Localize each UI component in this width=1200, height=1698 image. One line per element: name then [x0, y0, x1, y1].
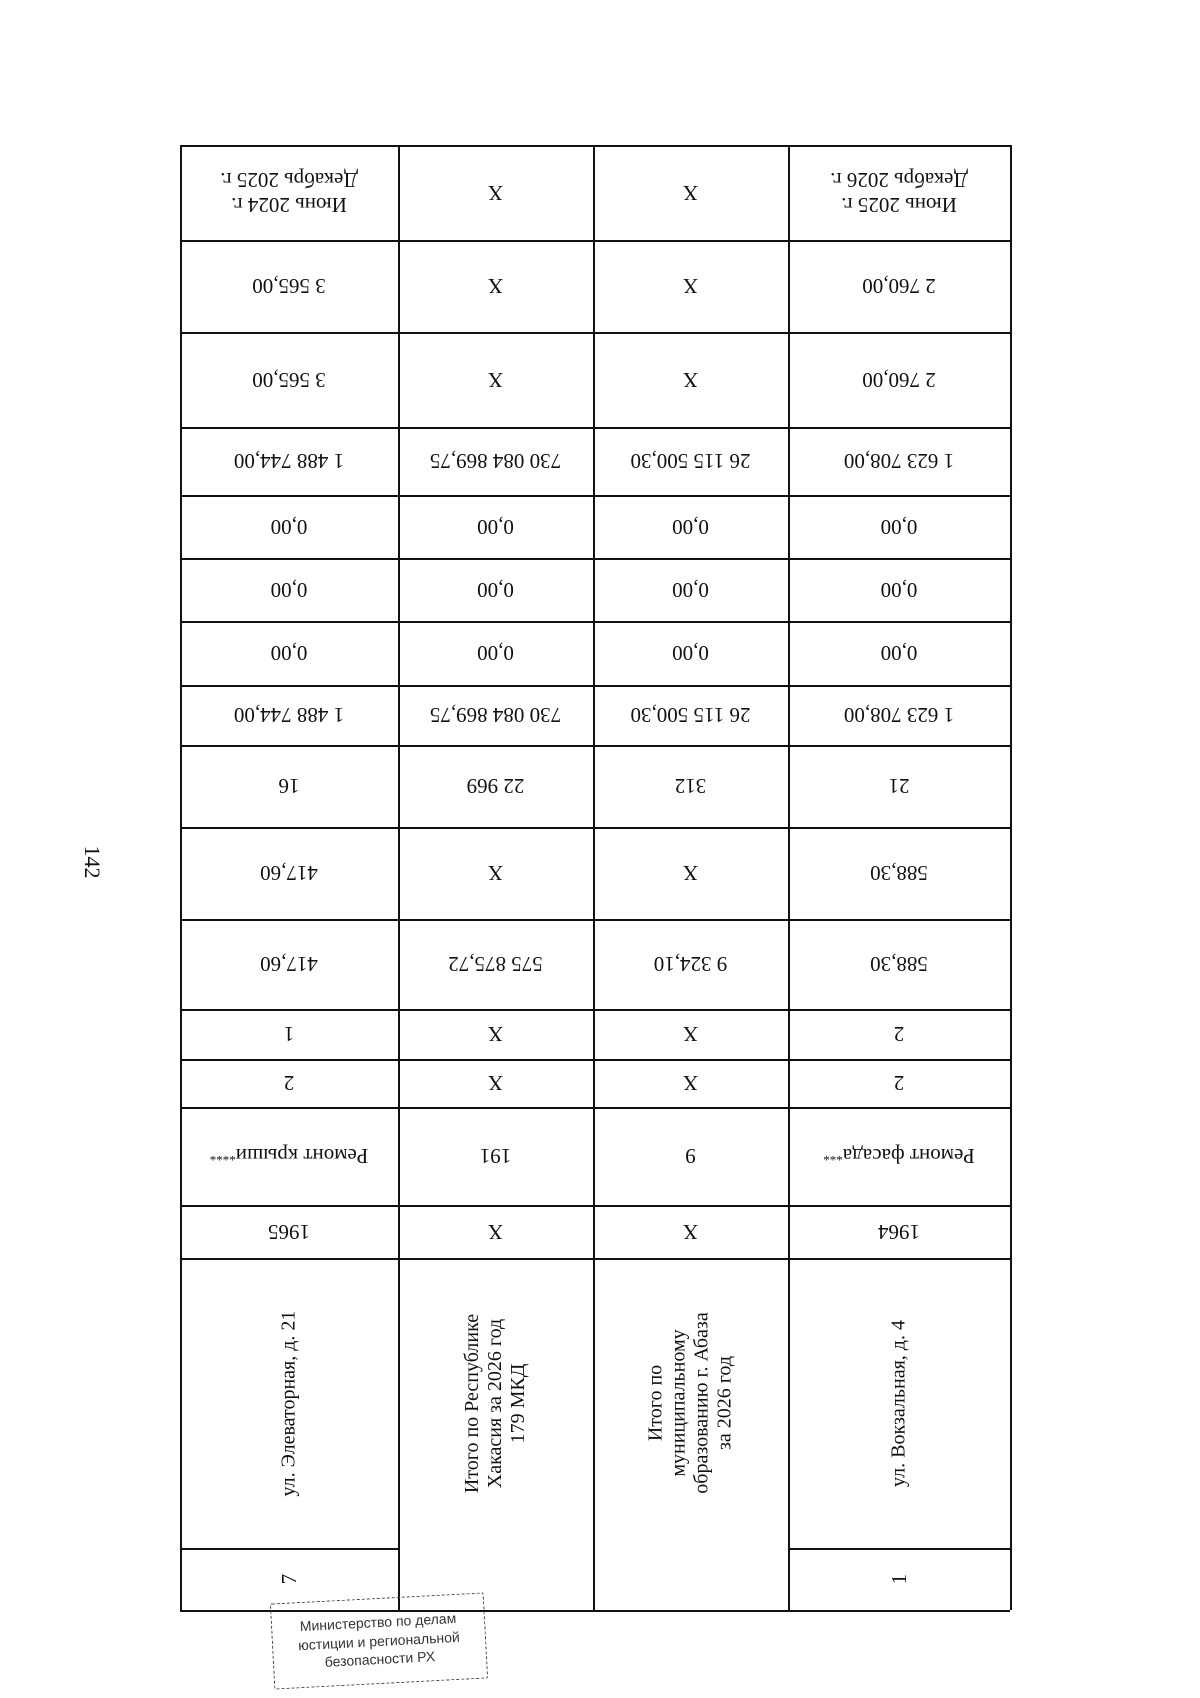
table-cell-rate1 — [180, 332, 398, 427]
stamp-line: безопасности РХ — [324, 1648, 436, 1671]
table-cell-c2 — [593, 1059, 788, 1107]
cell-value: X — [682, 367, 699, 392]
address-text: Итого по Республике Хакасия за 2026 год 179 МКД — [461, 1313, 529, 1493]
table-cell-cost-fund — [398, 427, 593, 495]
cell-value: X — [682, 1022, 699, 1047]
table-cell-area-living — [593, 827, 788, 919]
cell-value: 0,00 — [880, 514, 918, 539]
period-start: X — [487, 180, 504, 205]
table-cell-rate2 — [180, 240, 398, 332]
table-cell-rate2 — [788, 240, 1010, 332]
table-cell-rate2 — [398, 240, 593, 332]
table-cell-cost-fund — [593, 427, 788, 495]
table-cell-address — [180, 1258, 398, 1548]
period-start: X — [682, 180, 699, 205]
period-start: Июнь 2024 г. — [231, 192, 347, 217]
table-cell-z2 — [398, 558, 593, 621]
cell-value: 588,30 — [870, 952, 928, 977]
table-cell-year — [398, 1205, 593, 1258]
table-cell-period — [593, 145, 788, 240]
table-cell-address — [788, 1258, 1010, 1548]
cell-value: 0,00 — [270, 577, 308, 602]
cell-value: X — [682, 1071, 699, 1096]
cell-value: 2 — [893, 1022, 905, 1047]
address-text: ул. Элеваторная, д. 21 — [277, 1310, 300, 1496]
table-cell-z2 — [180, 558, 398, 621]
cell-value: 9 324,10 — [653, 952, 728, 977]
page-number: 142 — [80, 845, 105, 879]
period-end: Декабрь 2025 г. — [220, 168, 358, 193]
cell-value: X — [682, 861, 699, 886]
table-cell-c2 — [180, 1059, 398, 1107]
row-number: 1 — [886, 1573, 911, 1585]
cell-value: 3 565,00 — [252, 274, 326, 299]
table-cell-cost-total — [788, 685, 1010, 745]
cell-value: 21 — [888, 774, 910, 799]
period-start: Июнь 2025 г. — [841, 192, 957, 217]
cell-value: 1 488 744,00 — [233, 703, 345, 728]
table-cell-area-living — [180, 827, 398, 919]
cell-value: 730 084 869,75 — [429, 703, 562, 728]
table-cell-residents — [180, 745, 398, 827]
table-cell-c2 — [398, 1059, 593, 1107]
table-cell-number — [593, 1548, 788, 1610]
cell-value: 0,00 — [672, 577, 709, 602]
cell-value: 417,60 — [260, 861, 318, 886]
row-number: 7 — [276, 1573, 301, 1585]
table-cell-cost-total — [398, 685, 593, 745]
cell-value: 1 — [283, 1022, 295, 1047]
table-cell-year — [180, 1205, 398, 1258]
table-cell-cost-total — [180, 685, 398, 745]
table-cell-work — [180, 1107, 398, 1205]
cell-value: 1 488 744,00 — [233, 449, 345, 474]
table-cell-residents — [593, 745, 788, 827]
table-cell-residents — [788, 745, 1010, 827]
table-cell-z3 — [180, 495, 398, 558]
cell-value: Ремонт крыши — [235, 1144, 369, 1169]
table-border-vertical — [1010, 145, 1012, 1610]
cell-value: 0,00 — [880, 641, 918, 666]
cell-value: 0,00 — [672, 641, 709, 666]
table-cell-area-total — [180, 919, 398, 1009]
ministry-stamp — [270, 1592, 488, 1689]
cell-value: 730 084 869,75 — [429, 449, 562, 474]
cell-value: 312 — [674, 774, 707, 799]
cell-value: X — [682, 274, 699, 299]
address-text: ул. Вокзальная, д. 4 — [887, 1319, 910, 1487]
cell-value: 575 875,72 — [448, 952, 543, 977]
cell-value: 2 760,00 — [862, 367, 936, 392]
table-cell-c1 — [180, 1009, 398, 1059]
cell-value: 0,00 — [672, 514, 709, 539]
table-cell-residents — [398, 745, 593, 827]
table-cell-z2 — [788, 558, 1010, 621]
cell-value: X — [487, 1219, 504, 1244]
table-cell-period — [788, 145, 1010, 240]
cell-value: 1964 — [878, 1219, 920, 1244]
table-cell-work — [398, 1107, 593, 1205]
table-cell-z2 — [593, 558, 788, 621]
table-cell-number — [788, 1548, 1010, 1610]
table-cell-work — [788, 1107, 1010, 1205]
table-cell-cost-total — [593, 685, 788, 745]
footnote-mark: *** — [823, 1149, 843, 1165]
cell-value: 417,60 — [260, 952, 318, 977]
table-cell-cost-fund — [180, 427, 398, 495]
cell-value: Ремонт фасада — [842, 1144, 975, 1169]
table-cell-area-living — [398, 827, 593, 919]
table-cell-year — [593, 1205, 788, 1258]
cell-value: 2 — [893, 1071, 905, 1096]
cell-value: X — [487, 367, 504, 392]
table-cell-work — [593, 1107, 788, 1205]
cell-value: 191 — [479, 1144, 512, 1169]
table-cell-address — [593, 1258, 788, 1548]
table-cell-z1 — [180, 621, 398, 685]
table-cell-z3 — [398, 495, 593, 558]
table-cell-z1 — [398, 621, 593, 685]
stamp-line: Министерство по делам — [299, 1609, 457, 1634]
cell-value: 1 623 708,00 — [843, 449, 955, 474]
table-cell-area-total — [593, 919, 788, 1009]
cell-value: X — [487, 274, 504, 299]
cell-value: 22 969 — [466, 774, 525, 799]
cell-value: 0,00 — [270, 514, 308, 539]
table-cell-rate1 — [398, 332, 593, 427]
cell-value: 0,00 — [477, 577, 514, 602]
table-cell-z3 — [788, 495, 1010, 558]
footnote-mark: **** — [209, 1149, 236, 1165]
cell-value: 26 115 500,30 — [630, 449, 751, 474]
cell-value: 3 565,00 — [252, 367, 326, 392]
cell-value: 2 — [283, 1071, 295, 1096]
cell-value: 1965 — [268, 1219, 310, 1244]
cell-value: 9 — [685, 1144, 696, 1169]
cell-value: 0,00 — [270, 641, 308, 666]
table-cell-c1 — [788, 1009, 1010, 1059]
cell-value: 588,30 — [870, 861, 928, 886]
cell-value: X — [487, 861, 504, 886]
table-cell-c1 — [398, 1009, 593, 1059]
table-cell-cost-fund — [788, 427, 1010, 495]
table-cell-rate1 — [593, 332, 788, 427]
cell-value: 0,00 — [880, 577, 918, 602]
cell-value: 0,00 — [477, 641, 514, 666]
table-cell-address — [398, 1258, 593, 1548]
table-cell-c2 — [788, 1059, 1010, 1107]
table-cell-c1 — [593, 1009, 788, 1059]
cell-value: 16 — [278, 774, 300, 799]
cell-value: 1 623 708,00 — [843, 703, 955, 728]
cell-value: X — [487, 1071, 504, 1096]
address-text: Итого по муниципальному образованию г. Абаза за 2026 год — [644, 1312, 736, 1494]
table-cell-area-total — [788, 919, 1010, 1009]
cell-value: 2 760,00 — [862, 274, 936, 299]
cell-value: 26 115 500,30 — [630, 703, 751, 728]
period-end: Декабрь 2026 г. — [830, 168, 968, 193]
table-cell-period — [180, 145, 398, 240]
table-cell-area-living — [788, 827, 1010, 919]
table-cell-rate2 — [593, 240, 788, 332]
table-cell-z3 — [593, 495, 788, 558]
table-cell-z1 — [788, 621, 1010, 685]
cell-value: X — [682, 1219, 699, 1244]
table-cell-area-total — [398, 919, 593, 1009]
table-cell-rate1 — [788, 332, 1010, 427]
table-cell-period — [398, 145, 593, 240]
cell-value: 0,00 — [477, 514, 514, 539]
cell-value: X — [487, 1022, 504, 1047]
table-cell-year — [788, 1205, 1010, 1258]
stamp-line: юстиции и региональной — [297, 1628, 461, 1653]
table-cell-z1 — [593, 621, 788, 685]
